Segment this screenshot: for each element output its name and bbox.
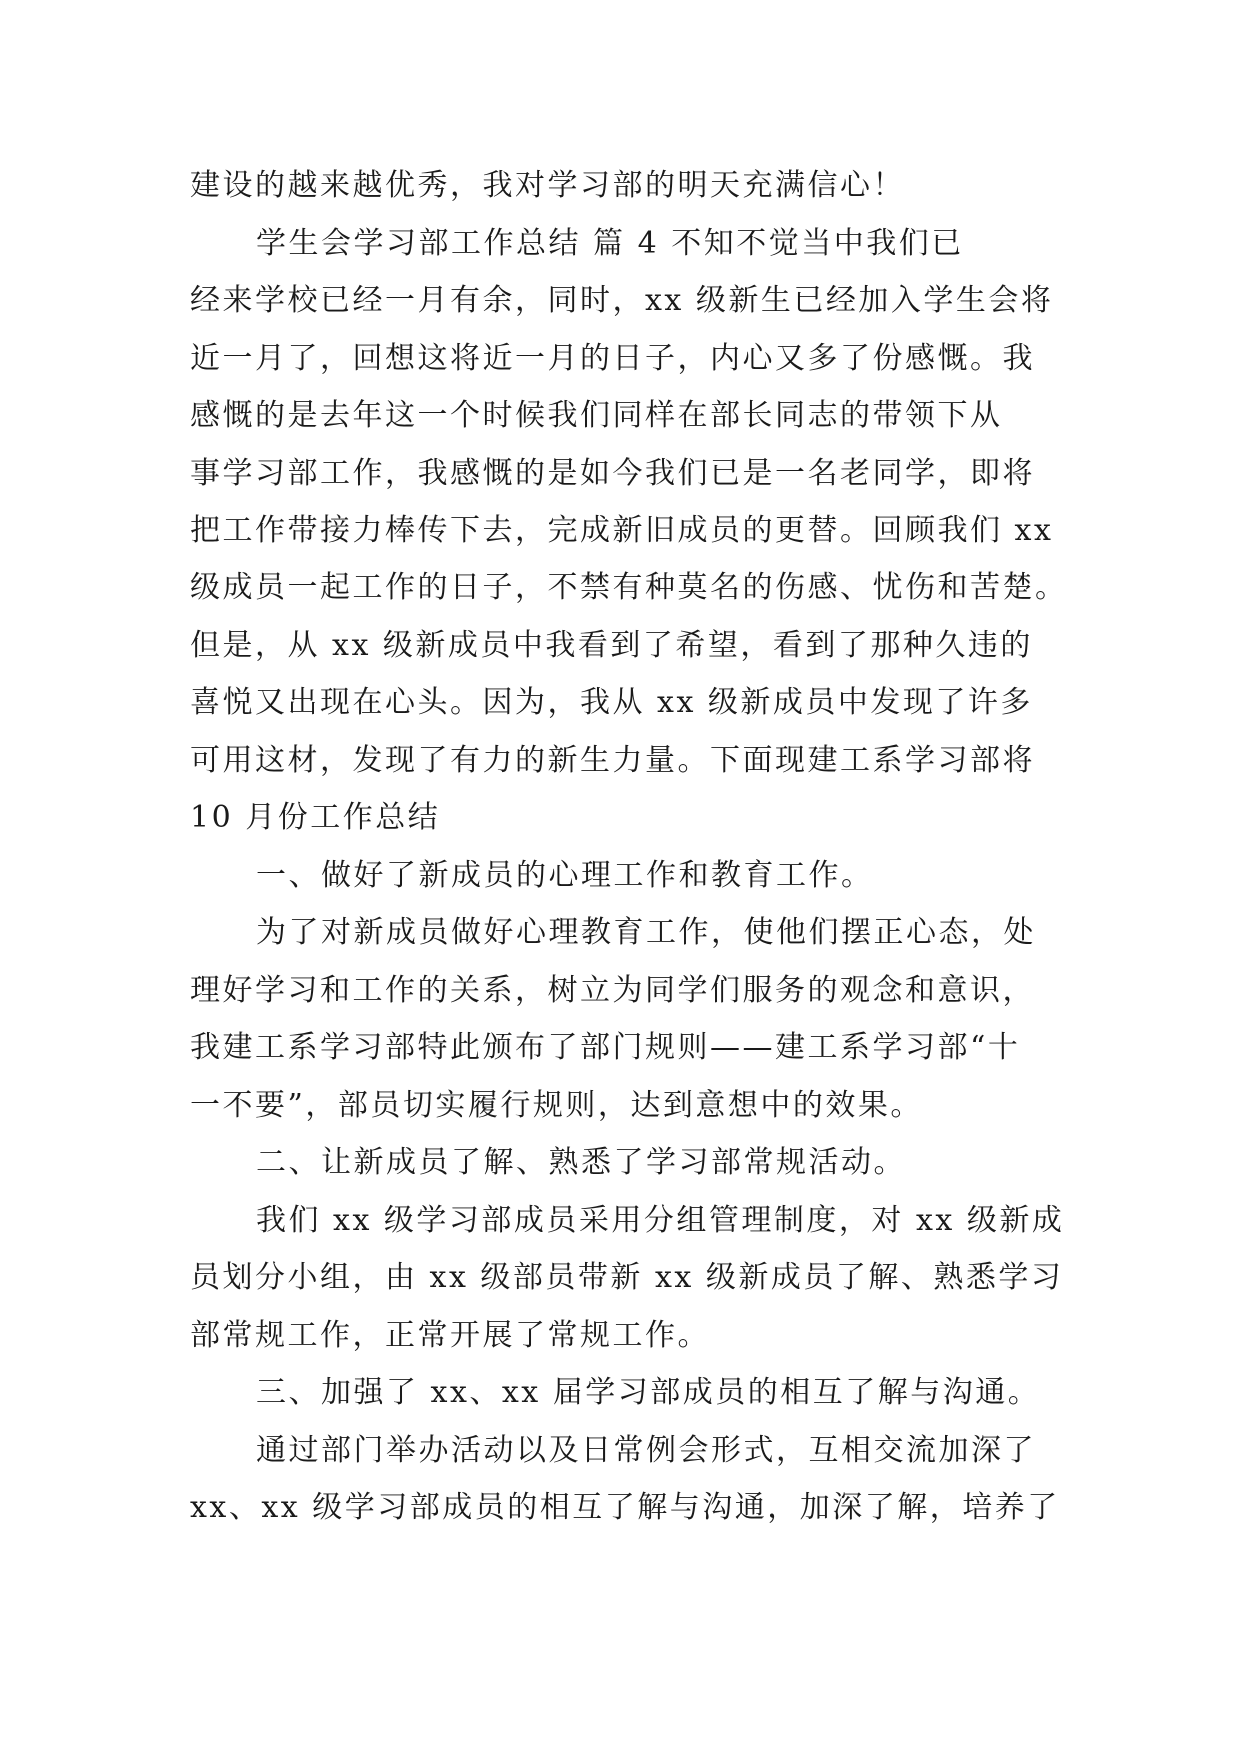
section-heading: 三、加强了 xx、xx 届学习部成员的相互了解与沟通。 — [256, 1375, 1041, 1410]
text-line: 我建工系学习部特此颁布了部门规则——建工系学习部“十 — [190, 1030, 1021, 1065]
section-heading: 二、让新成员了解、熟悉了学习部常规活动。 — [256, 1145, 906, 1180]
text-line: 一不要”，部员切实履行规则，达到意想中的效果。 — [190, 1088, 923, 1123]
text-line: 通过部门举办活动以及日常例会形式，互相交流加深了 — [256, 1433, 1036, 1468]
text-line: 经来学校已经一月有余，同时，xx 级新生已经加入学生会将 — [190, 283, 1054, 318]
text-line: 10 月份工作总结 — [190, 800, 441, 835]
text-line: 为了对新成员做好心理教育工作，使他们摆正心态，处 — [256, 915, 1036, 950]
text-line: 建设的越来越优秀，我对学习部的明天充满信心！ — [190, 168, 905, 203]
text-line: 喜悦又出现在心头。因为，我从 xx 级新成员中发现了许多 — [190, 685, 1033, 720]
text-line: 事学习部工作，我感慨的是如今我们已是一名老同学，即将 — [190, 456, 1035, 491]
text-line: 把工作带接力棒传下去，完成新旧成员的更替。回顾我们 xx — [190, 513, 1054, 548]
text-line: 级成员一起工作的日子，不禁有种莫名的伤感、忧伤和苦楚。 — [190, 570, 1068, 605]
text-line: 可用这材，发现了有力的新生力量。下面现建工系学习部将 — [190, 743, 1035, 778]
text-line: 部常规工作，正常开展了常规工作。 — [190, 1318, 710, 1353]
text-line: 学生会学习部工作总结 篇 4 不知不觉当中我们已 — [256, 226, 964, 261]
text-line: xx、xx 级学习部成员的相互了解与沟通，加深了解，培养了 — [190, 1490, 1060, 1525]
text-line: 员划分小组，由 xx 级部员带新 xx 级新成员了解、熟悉学习 — [190, 1260, 1064, 1295]
text-line: 感慨的是去年这一个时候我们同样在部长同志的带领下从 — [190, 398, 1003, 433]
section-heading: 一、做好了新成员的心理工作和教育工作。 — [256, 858, 874, 893]
text-line: 我们 xx 级学习部成员采用分组管理制度，对 xx 级新成 — [256, 1203, 1065, 1238]
text-line: 但是，从 xx 级新成员中我看到了希望，看到了那种久违的 — [190, 628, 1033, 663]
text-line: 近一月了，回想这将近一月的日子，内心又多了份感慨。我 — [190, 341, 1035, 376]
text-line: 理好学习和工作的关系，树立为同学们服务的观念和意识， — [190, 973, 1035, 1008]
